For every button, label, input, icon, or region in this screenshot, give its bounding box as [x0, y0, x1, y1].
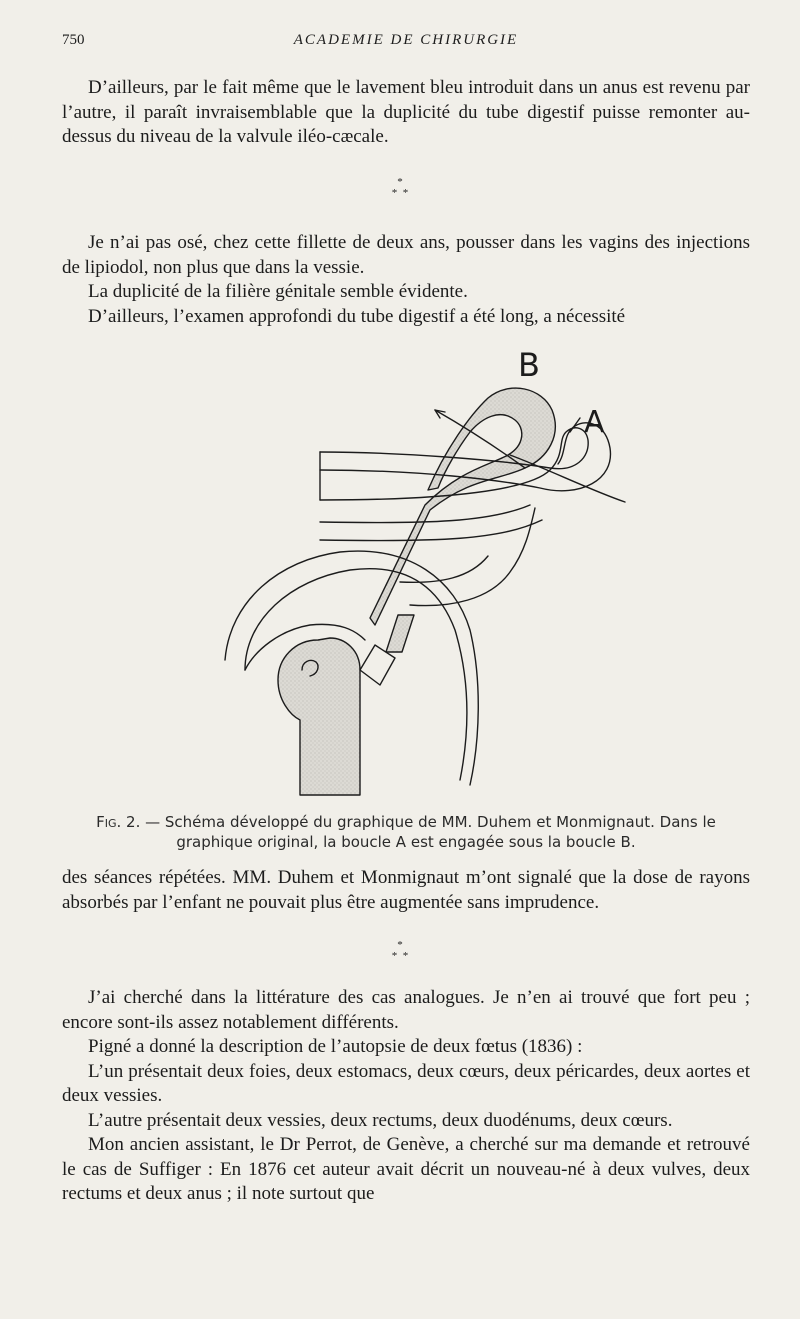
page-header — [62, 32, 750, 54]
running-head: ACADEMIE DE CHIRURGIE — [293, 32, 519, 48]
paragraph: D’ailleurs, l’examen approfondi du tube digestif a été long, a nécessité — [88, 305, 626, 327]
asterism: * * * — [391, 939, 409, 962]
paragraph: L’autre présentait deux vessies, deux rectums, deux duodénums, deux cœurs. — [88, 1109, 673, 1131]
inner-shaded-loop — [278, 638, 360, 795]
text-block-top — [62, 76, 750, 150]
figure-caption — [62, 812, 750, 852]
paragraph: Pigné a donné la description de l’autopsie de deux fœtus (1836) : — [88, 1036, 583, 1057]
leader-a — [510, 455, 625, 502]
page-number: 750 — [62, 32, 85, 48]
paragraph: Je n’ai pas osé, chez cette fillette de deux ans, pousser dans les vagins des injections de lipiodol, non plus que dans la vessie. — [62, 232, 750, 278]
text-block-bottom — [62, 986, 750, 1207]
figure-2-schema — [170, 340, 640, 810]
paragraph: J’ai cherché dans la littérature des cas analogues. Je n’en ai trouvé que fort peu ; encore sont-ils assez notablement différents. — [62, 987, 750, 1033]
paragraph: Mon ancien assistant, le Dr Perrot, de Genève, a cherché sur ma demande et retrouvé le cas de Suffiger : En 1876 cet auteur avait décrit un nouveau-né à deux vulves, deux rectums et deux anus ; il note surtout que — [62, 1134, 750, 1204]
text-block-after-figure — [62, 866, 750, 915]
paragraph: D’ailleurs, par le fait même que le lavement bleu introduit dans un anus est revenu par l’autre, il paraît invraisemblable que la duplicité du tube digestif puisse remonter au-dessus du niveau de la valvule iléo-cæcale. — [62, 77, 750, 147]
paragraph: La duplicité de la filière génitale semble évidente. — [88, 281, 468, 302]
caption-text: — Schéma développé du graphique de MM. Duhem et Monmignaut. Dans le graphique original, la boucle A est engagée sous la boucle B. — [140, 813, 716, 851]
paragraph: des séances répétées. MM. Duhem et Monmignaut m’ont signalé que la dose de rayons absorbés par l’enfant ne pouvait plus être augmentée sans imprudence. — [62, 867, 750, 913]
paragraph: L’un présentait deux foies, deux estomacs, deux cœurs, deux péricardes, deux aortes et deux vessies. — [62, 1060, 750, 1106]
figure-label-a: A — [584, 405, 605, 440]
figure-label-b: B — [518, 346, 540, 384]
caption-figure-label: Fig. 2. — [96, 813, 141, 831]
asterism: * * * — [391, 176, 409, 199]
text-block-mid — [62, 231, 750, 329]
shaded-tail — [386, 615, 414, 652]
